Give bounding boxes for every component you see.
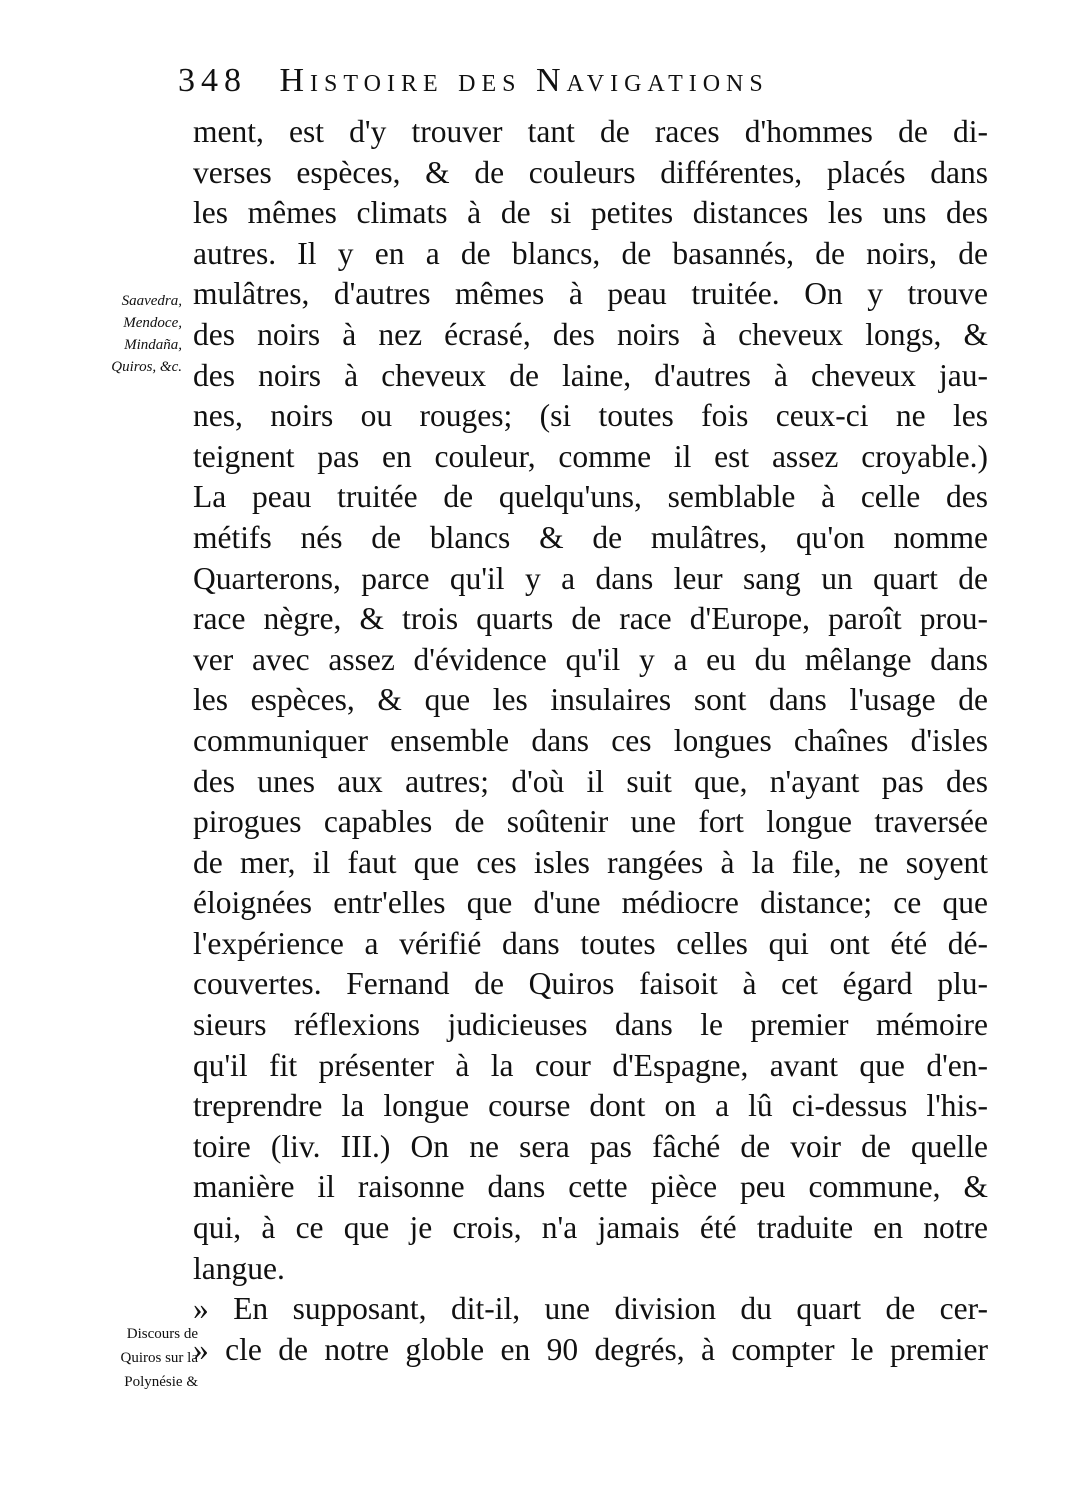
- marginal-note-line: Mindaña,: [124, 337, 182, 353]
- text-line: mulâtres, d'autres mêmes à peau truitée. On y trouve: [193, 276, 988, 312]
- text-line: race nègre, & trois quarts de race d'Europe, paroît prou-: [193, 601, 988, 637]
- text-line: » cle de notre globle en 90 degrés, à compter le premier: [193, 1331, 988, 1367]
- marginal-note-line: Discours de: [126, 1326, 198, 1342]
- text-line: Quarterons, parce qu'il y a dans leur sang un quart de: [193, 560, 988, 596]
- text-line: nes, noirs ou rouges; (si toutes fois ceux-ci ne les: [193, 398, 988, 434]
- text-line: teignent pas en couleur, comme il est assez croyable.): [193, 438, 988, 474]
- text-line: pirogues capables de soûtenir une fort longue traversée: [193, 804, 988, 840]
- text-line: ment, est d'y trouver tant de races d'hommes de di-: [193, 114, 988, 149]
- text-line: qui, à ce que je crois, n'a jamais été traduite en notre: [193, 1210, 988, 1246]
- text-line: verses espèces, & de couleurs différentes, placés dans: [193, 154, 988, 190]
- text-line: les mêmes climats à de si petites distances les uns des: [193, 195, 988, 231]
- text-line: qu'il fit présenter à la cour d'Espagne, avant que d'en-: [193, 1047, 988, 1083]
- text-line: l'expérience a vérifié dans toutes celles qui ont été dé-: [193, 925, 988, 961]
- text-line: langue.: [193, 1250, 285, 1286]
- marginal-note-explorers: [60, 290, 182, 378]
- text-line: La peau truitée de quelqu'uns, semblable à celle des: [193, 479, 988, 515]
- marginal-note-line: Saavedra,: [121, 293, 182, 309]
- text-line: treprendre la longue course dont on a lû ci-dessus l'his-: [193, 1088, 988, 1124]
- text-line: » En supposant, dit-il, une division du quart de cer-: [193, 1291, 988, 1327]
- text-line: toire (liv. III.) On ne sera pas fâché de voir de quelle: [193, 1128, 988, 1164]
- text-line: ver avec assez d'évidence qu'il y a eu du mêlange dans: [193, 641, 988, 677]
- text-line: éloignées entr'elles que d'une médiocre distance; ce que: [193, 885, 988, 921]
- running-title: Histoire des Navigations: [279, 62, 769, 99]
- text-line: des unes aux autres; d'où il suit que, n'ayant pas des: [193, 763, 988, 799]
- text-line: de mer, il faut que ces isles rangées à la file, ne soyent: [193, 844, 988, 880]
- marginal-note-line: Quiros sur la: [120, 1350, 198, 1366]
- marginal-note-discourse: [60, 1322, 198, 1394]
- text-line: sieurs réflexions judicieuses dans le premier mémoire: [193, 1007, 988, 1043]
- text-line: métifs nés de blancs & de mulâtres, qu'on nomme: [193, 519, 988, 555]
- text-line: manière il raisonne dans cette pièce peu commune, &: [193, 1169, 988, 1205]
- text-line: autres. Il y en a de blancs, de basannés, de noirs, de: [193, 235, 988, 271]
- marginal-note-line: Quiros, &c.: [111, 359, 182, 375]
- page-header: [178, 62, 938, 106]
- marginal-note-line: Mendoce,: [123, 315, 182, 331]
- text-line: couvertes. Fernand de Quiros faisoit à cet égard plu-: [193, 966, 988, 1002]
- text-line: communiquer ensemble dans ces longues chaînes d'isles: [193, 722, 988, 758]
- body-text: [193, 112, 988, 1370]
- marginal-note-line: Polynésie &: [124, 1374, 198, 1390]
- text-line: les espèces, & que les insulaires sont dans l'usage de: [193, 682, 988, 718]
- text-line: des noirs à cheveux de laine, d'autres à cheveux jau-: [193, 357, 988, 393]
- text-line: des noirs à nez écrasé, des noirs à cheveux longs, &: [193, 316, 988, 352]
- page-number: 348: [178, 62, 247, 99]
